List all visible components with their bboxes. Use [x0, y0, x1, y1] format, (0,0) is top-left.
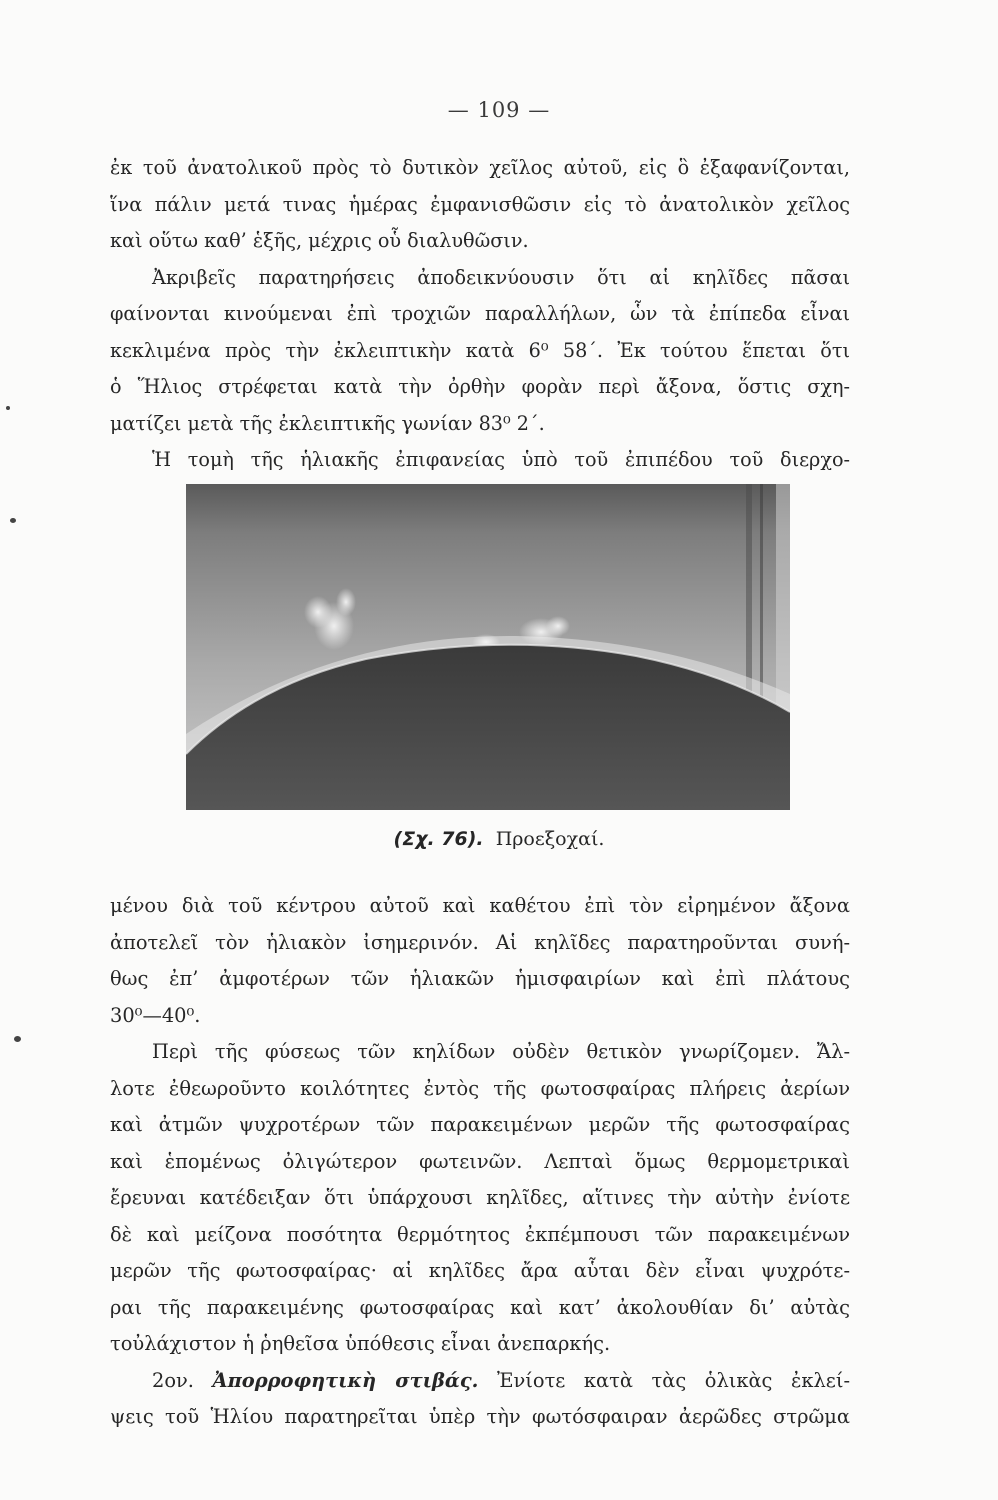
scan-speck [6, 406, 10, 410]
text-line: Ἡ τομὴ τῆς ἡλιακῆς ἐπιφανείας ὑπὸ τοῦ ἐπιπέδου τοῦ διερχο- [152, 448, 850, 471]
text-line: ματίζει μετὰ τῆς ἐκλειπτικῆς γωνίαν 83⁰ 2΄. [110, 411, 545, 435]
scan-speck [14, 1036, 21, 1042]
text-line: λοτε ἐθεωροῦντο κοιλότητες ἐντὸς τῆς φωτοσφαίρας πλήρεις ἀερίων [110, 1076, 850, 1100]
text-line: ὁ Ἥλιος στρέφεται κατὰ τὴν ὀρθὴν φορὰν περὶ ἄξονα, ὅστις σχη- [110, 375, 850, 398]
text-line: ἐκ τοῦ ἀνατολικοῦ πρὸς τὸ δυτικὸν χεῖλος αὐτοῦ, εἰς ὃ ἐξαφανίζονται, [110, 156, 850, 179]
figure-number: (Σχ. 76). [393, 828, 484, 850]
text-line: καὶ ἑπομένως ὀλιγώτερον φωτεινῶν. Λεπταὶ ὅμως θερμομετρικαὶ [110, 1149, 850, 1173]
section-line-rest: Ἐνίοτε κατὰ τὰς ὁλικὰς ἐκλεί- [496, 1368, 850, 1392]
section-heading-line [110, 1363, 850, 1400]
scan-speck [10, 518, 16, 523]
text-line: δὲ καὶ μείζονα ποσότητα θερμότητος ἐκπέμπουσι τῶν παρακειμένων [110, 1222, 850, 1246]
text-line: ραι τῆς παρακειμένης φωτοσφαίρας καὶ κατ’ ἀκολουθίαν δι’ αὐτὰς [110, 1295, 850, 1319]
figure-caption-text: Προεξοχαί. [495, 828, 605, 850]
text-line: ἀποτελεῖ τὸν ἡλιακὸν ἰσημερινόν. Αἱ κηλῖδες παρατηροῦνται συνή- [110, 930, 850, 954]
bottom-paragraph [110, 888, 850, 1436]
text-line: μένου διὰ τοῦ κέντρου αὐτοῦ καὶ καθέτου ἐπὶ τὸν εἰρημένον ἄξονα [110, 894, 850, 917]
text-line: καὶ οὕτω καθ’ ἑξῆς, μέχρις οὗ διαλυθῶσιν. [110, 229, 529, 252]
text-line: ψεις τοῦ Ἡλίου παρατηρεῖται ὑπὲρ τὴν φωτόσφαιραν ἀερῶδες στρῶμα [110, 1405, 850, 1428]
section-title: Ἀπορροφητικὴ στιβάς. [212, 1368, 479, 1392]
text-line: ἵνα πάλιν μετά τινας ἡμέρας ἐμφανισθῶσιν εἰς τὸ ἀνατολικὸν χεῖλος [110, 192, 850, 216]
text-line: φαίνονται κινούμεναι ἐπὶ τροχιῶν παραλλήλων, ὧν τὰ ἐπίπεδα εἶναι [110, 302, 850, 325]
text-line: 30⁰—40⁰. [110, 1003, 201, 1027]
text-line: Περὶ τῆς φύσεως τῶν κηλίδων οὐδὲν θετικὸν γνωρίζομεν. Ἄλ- [152, 1040, 850, 1063]
text-line: ἔρευναι κατέδειξαν ὅτι ὑπάρχουσι κηλῖδες, αἵτινες τὴν αὐτὴν ἐνίοτε [110, 1186, 850, 1209]
text-line: τοὐλάχιστον ἡ ῥηθεῖσα ὑπόθεσις εἶναι ἀνεπαρκής. [110, 1332, 611, 1355]
figure-caption [0, 828, 998, 850]
section-number: 2ον. [152, 1368, 194, 1392]
page-number: — 109 — [447, 98, 551, 122]
text-line: θως ἐπ’ ἀμφοτέρων τῶν ἡλιακῶν ἡμισφαιρίων καὶ ἐπὶ πλάτους [110, 967, 850, 990]
text-line: μερῶν τῆς φωτοσφαίρας· αἱ κηλῖδες ἄρα αὗται δὲν εἶναι ψυχρότε- [110, 1259, 850, 1282]
solar-prominences-photo [186, 484, 790, 810]
text-line: καὶ ἀτμῶν ψυχροτέρων τῶν παρακειμένων μερῶν τῆς φωτοσφαίρας [110, 1113, 850, 1136]
text-line: Ἀκριβεῖς παρατηρήσεις ἀποδεικνύουσιν ὅτι αἱ κηλῖδες πᾶσαι [152, 265, 850, 289]
text-line: κεκλιμένα πρὸς τὴν ἐκλειπτικὴν κατὰ 6⁰ 58΄. Ἐκ τούτου ἕπεται ὅτι [110, 338, 850, 362]
top-paragraph [110, 150, 850, 479]
